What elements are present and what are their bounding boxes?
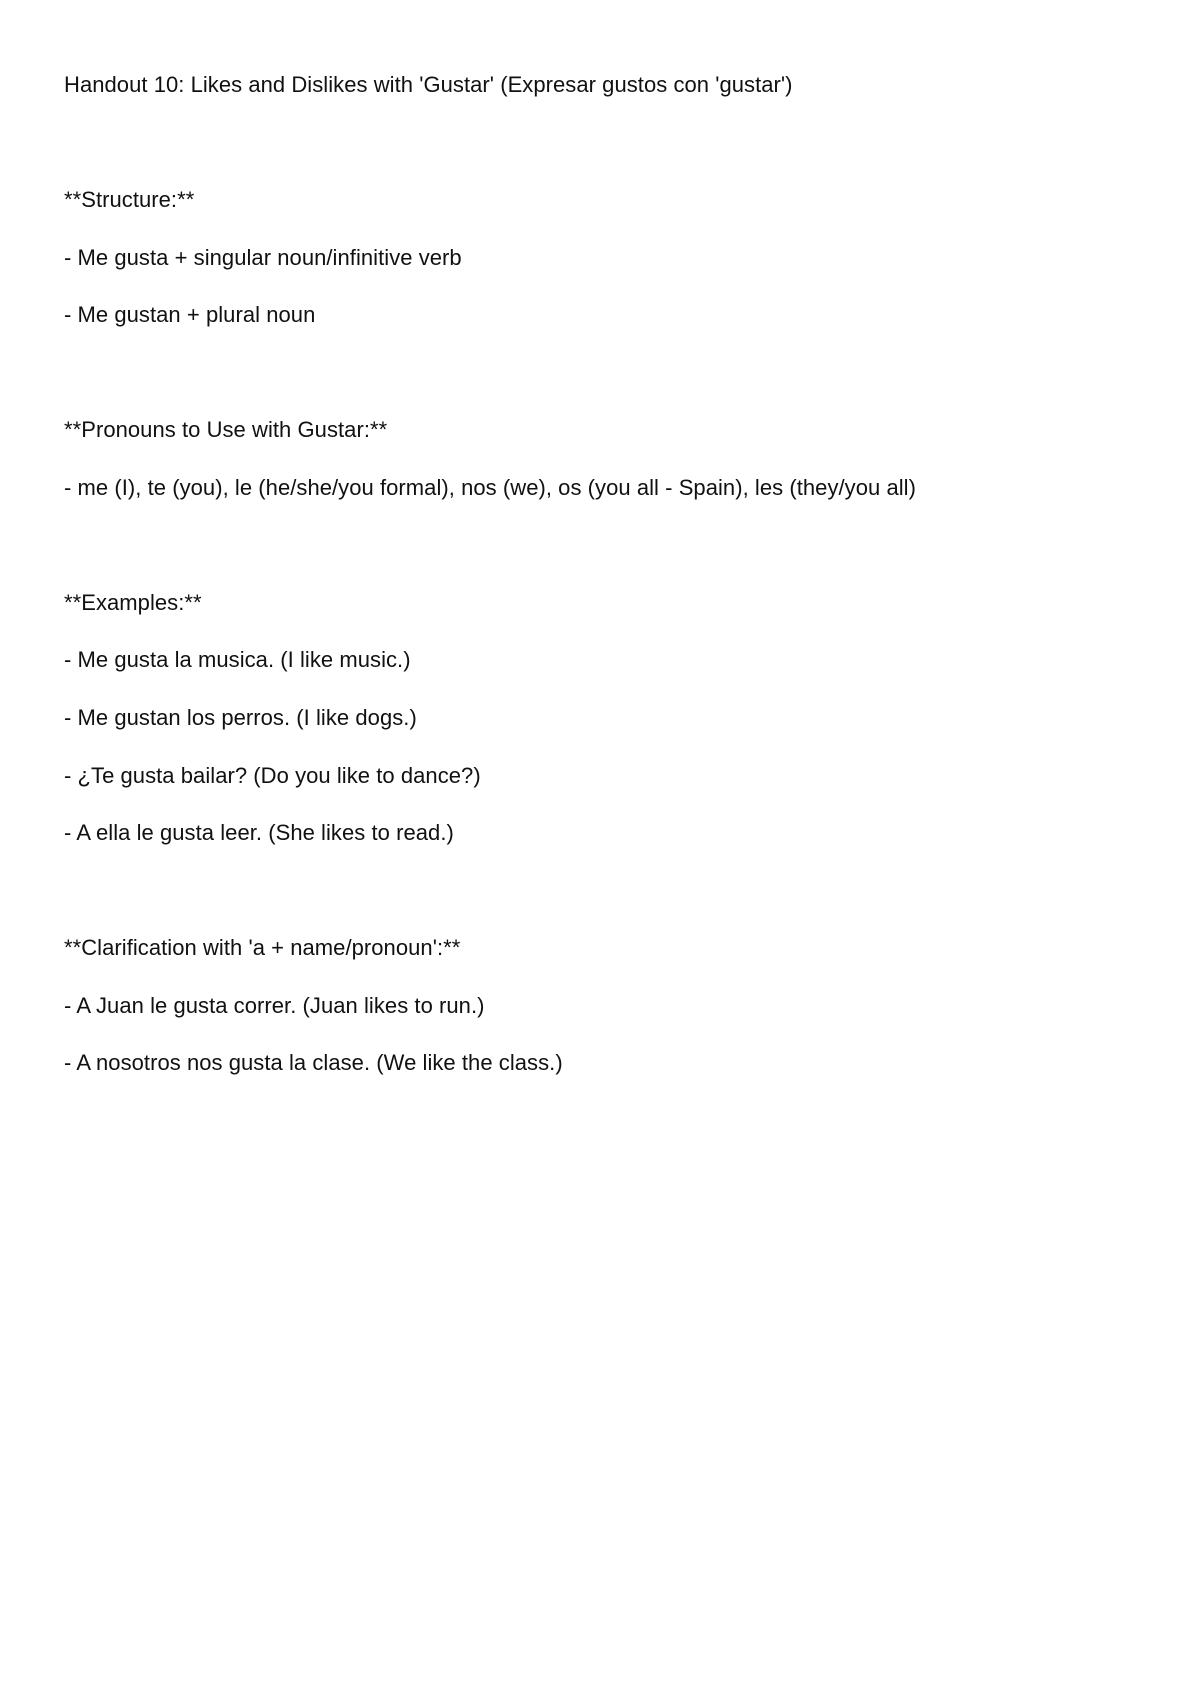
clarification-item: - A Juan le gusta correr. (Juan likes to run.) bbox=[64, 993, 485, 1018]
example-item: - A ella le gusta leer. (She likes to read.) bbox=[64, 820, 454, 845]
clarification-heading: **Clarification with 'a + name/pronoun':** bbox=[64, 935, 461, 960]
clarification-item: - A nosotros nos gusta la clase. (We like the class.) bbox=[64, 1050, 563, 1075]
structure-heading: **Structure:** bbox=[64, 187, 195, 212]
document-title: Handout 10: Likes and Dislikes with 'Gustar' (Expresar gustos con 'gustar') bbox=[64, 72, 793, 97]
pronouns-item: - me (I), te (you), le (he/she/you formal), nos (we), os (you all - Spain), les (they/you all) bbox=[64, 475, 916, 500]
structure-item: - Me gusta + singular noun/infinitive verb bbox=[64, 245, 462, 270]
structure-item: - Me gustan + plural noun bbox=[64, 302, 316, 327]
pronouns-heading: **Pronouns to Use with Gustar:** bbox=[64, 417, 388, 442]
examples-heading: **Examples:** bbox=[64, 590, 202, 615]
example-item: - Me gusta la musica. (I like music.) bbox=[64, 647, 411, 672]
example-item: - ¿Te gusta bailar? (Do you like to dance?) bbox=[64, 763, 481, 788]
example-item: - Me gustan los perros. (I like dogs.) bbox=[64, 705, 417, 730]
